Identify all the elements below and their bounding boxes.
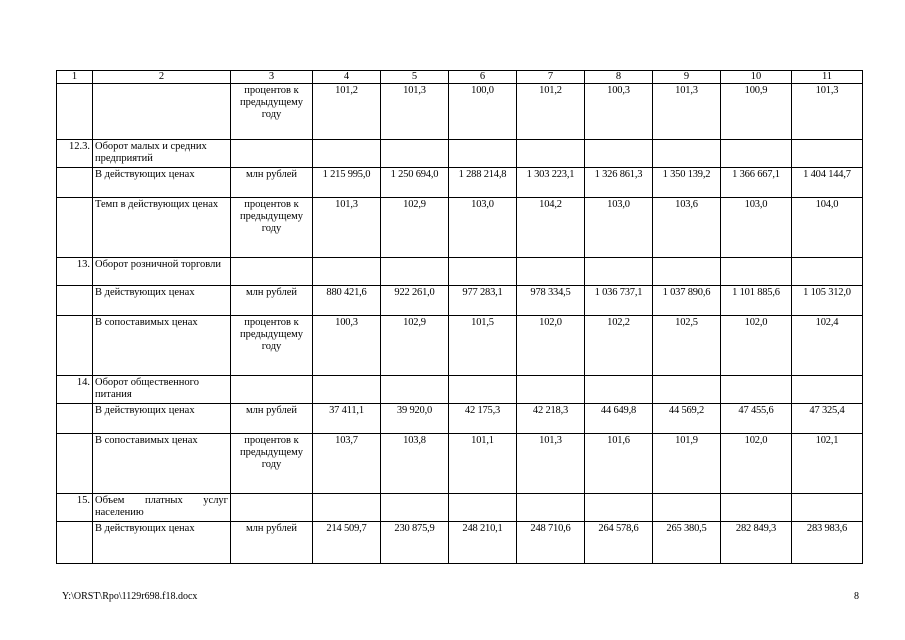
header-cell: 4 xyxy=(313,71,381,84)
value-cell xyxy=(449,258,517,286)
value-cell: 103,0 xyxy=(449,198,517,258)
value-cell xyxy=(449,494,517,522)
value-cell xyxy=(721,376,792,404)
value-cell: 42 175,3 xyxy=(449,404,517,434)
value-cell xyxy=(381,494,449,522)
footer-file-path: Y:\ORST\Rpo\1129r698.f18.docx xyxy=(62,591,198,602)
header-cell: 8 xyxy=(585,71,653,84)
value-cell: 103,0 xyxy=(721,198,792,258)
value-cell: 37 411,1 xyxy=(313,404,381,434)
header-cell: 1 xyxy=(57,71,93,84)
header-cell: 10 xyxy=(721,71,792,84)
value-cell: 101,2 xyxy=(517,84,585,140)
data-table xyxy=(56,70,863,564)
value-cell: 102,9 xyxy=(381,316,449,376)
header-cell: 9 xyxy=(653,71,721,84)
value-cell: 100,3 xyxy=(585,84,653,140)
value-cell: 248 710,6 xyxy=(517,522,585,564)
row-unit-cell: млн рублей xyxy=(231,404,313,434)
value-cell: 103,7 xyxy=(313,434,381,494)
value-cell xyxy=(381,140,449,168)
row-number-cell xyxy=(57,404,93,434)
row-name-cell: Оборот розничной торговли xyxy=(93,258,231,286)
value-cell: 1 215 995,0 xyxy=(313,168,381,198)
row-name-cell: Темп в действующих ценах xyxy=(93,198,231,258)
value-cell xyxy=(585,376,653,404)
value-cell: 282 849,3 xyxy=(721,522,792,564)
footer-page-number: 8 xyxy=(854,591,859,602)
value-cell xyxy=(653,376,721,404)
header-cell: 7 xyxy=(517,71,585,84)
row-unit-cell: млн рублей xyxy=(231,286,313,316)
table-row xyxy=(57,258,863,286)
row-name-cell: В действующих ценах xyxy=(93,404,231,434)
row-name-cell: Оборот малых и средних предприятий xyxy=(93,140,231,168)
value-cell: 1 250 694,0 xyxy=(381,168,449,198)
row-name-cell xyxy=(93,84,231,140)
value-cell: 100,0 xyxy=(449,84,517,140)
value-cell: 101,3 xyxy=(313,198,381,258)
value-cell: 101,3 xyxy=(381,84,449,140)
header-cell: 5 xyxy=(381,71,449,84)
value-cell: 44 569,2 xyxy=(653,404,721,434)
value-cell: 265 380,5 xyxy=(653,522,721,564)
table-row xyxy=(57,286,863,316)
value-cell xyxy=(517,140,585,168)
value-cell: 1 366 667,1 xyxy=(721,168,792,198)
table-row xyxy=(57,404,863,434)
value-cell: 101,3 xyxy=(792,84,863,140)
value-cell: 102,1 xyxy=(792,434,863,494)
row-number-cell xyxy=(57,84,93,140)
value-cell: 1 303 223,1 xyxy=(517,168,585,198)
value-cell: 922 261,0 xyxy=(381,286,449,316)
table-row xyxy=(57,494,863,522)
table-row xyxy=(57,376,863,404)
row-number-cell xyxy=(57,522,93,564)
value-cell: 230 875,9 xyxy=(381,522,449,564)
value-cell: 39 920,0 xyxy=(381,404,449,434)
table-row xyxy=(57,522,863,564)
value-cell: 1 105 312,0 xyxy=(792,286,863,316)
value-cell: 1 350 139,2 xyxy=(653,168,721,198)
value-cell: 101,6 xyxy=(585,434,653,494)
value-cell xyxy=(313,258,381,286)
value-cell: 264 578,6 xyxy=(585,522,653,564)
value-cell: 101,9 xyxy=(653,434,721,494)
value-cell xyxy=(792,376,863,404)
row-number-cell: 14. xyxy=(57,376,93,404)
table-row xyxy=(57,84,863,140)
row-unit-cell: процентов к предыдущему году xyxy=(231,84,313,140)
value-cell: 880 421,6 xyxy=(313,286,381,316)
row-number-cell xyxy=(57,168,93,198)
value-cell: 101,1 xyxy=(449,434,517,494)
value-cell: 104,2 xyxy=(517,198,585,258)
row-name-cell: В действующих ценах xyxy=(93,286,231,316)
value-cell: 101,3 xyxy=(653,84,721,140)
value-cell xyxy=(313,140,381,168)
table-row xyxy=(57,316,863,376)
value-cell: 102,0 xyxy=(721,434,792,494)
value-cell: 1 037 890,6 xyxy=(653,286,721,316)
value-cell: 101,2 xyxy=(313,84,381,140)
row-unit-cell xyxy=(231,494,313,522)
value-cell: 1 288 214,8 xyxy=(449,168,517,198)
value-cell xyxy=(653,494,721,522)
value-cell: 978 334,5 xyxy=(517,286,585,316)
row-unit-cell: млн рублей xyxy=(231,522,313,564)
value-cell: 102,5 xyxy=(653,316,721,376)
value-cell: 1 101 885,6 xyxy=(721,286,792,316)
row-unit-cell: млн рублей xyxy=(231,168,313,198)
value-cell xyxy=(585,258,653,286)
table-row xyxy=(57,140,863,168)
row-unit-cell: процентов к предыдущему году xyxy=(231,198,313,258)
value-cell xyxy=(585,494,653,522)
value-cell xyxy=(792,140,863,168)
value-cell: 44 649,8 xyxy=(585,404,653,434)
value-cell: 1 404 144,7 xyxy=(792,168,863,198)
row-unit-cell xyxy=(231,376,313,404)
value-cell: 47 325,4 xyxy=(792,404,863,434)
value-cell: 103,8 xyxy=(381,434,449,494)
value-cell xyxy=(792,494,863,522)
table-row xyxy=(57,434,863,494)
row-number-cell: 12.3. xyxy=(57,140,93,168)
value-cell xyxy=(792,258,863,286)
table-header-row xyxy=(57,71,863,84)
value-cell: 101,3 xyxy=(517,434,585,494)
row-name-cell: В сопоставимых ценах xyxy=(93,316,231,376)
value-cell: 103,6 xyxy=(653,198,721,258)
value-cell xyxy=(653,140,721,168)
value-cell xyxy=(313,494,381,522)
header-cell: 3 xyxy=(231,71,313,84)
value-cell xyxy=(721,494,792,522)
value-cell xyxy=(721,258,792,286)
row-number-cell: 13. xyxy=(57,258,93,286)
value-cell: 102,2 xyxy=(585,316,653,376)
row-unit-cell xyxy=(231,140,313,168)
row-name-cell: Объем платных услуг населению xyxy=(93,494,231,522)
value-cell xyxy=(449,140,517,168)
row-number-cell: 15. xyxy=(57,494,93,522)
value-cell xyxy=(517,376,585,404)
value-cell xyxy=(517,258,585,286)
value-cell: 102,0 xyxy=(721,316,792,376)
row-unit-cell: процентов к предыдущему году xyxy=(231,434,313,494)
value-cell xyxy=(381,258,449,286)
row-number-cell xyxy=(57,286,93,316)
header-cell: 2 xyxy=(93,71,231,84)
row-name-cell: В действующих ценах xyxy=(93,522,231,564)
value-cell xyxy=(517,494,585,522)
row-name-cell: Оборот общественного питания xyxy=(93,376,231,404)
value-cell: 102,9 xyxy=(381,198,449,258)
value-cell: 1 036 737,1 xyxy=(585,286,653,316)
value-cell: 104,0 xyxy=(792,198,863,258)
value-cell: 102,4 xyxy=(792,316,863,376)
value-cell xyxy=(313,376,381,404)
value-cell xyxy=(721,140,792,168)
row-unit-cell: процентов к предыдущему году xyxy=(231,316,313,376)
row-name-cell: В сопоставимых ценах xyxy=(93,434,231,494)
value-cell: 214 509,7 xyxy=(313,522,381,564)
value-cell: 103,0 xyxy=(585,198,653,258)
value-cell xyxy=(381,376,449,404)
value-cell: 283 983,6 xyxy=(792,522,863,564)
value-cell xyxy=(653,258,721,286)
header-cell: 11 xyxy=(792,71,863,84)
value-cell xyxy=(449,376,517,404)
value-cell: 977 283,1 xyxy=(449,286,517,316)
value-cell: 42 218,3 xyxy=(517,404,585,434)
table-row xyxy=(57,198,863,258)
header-cell: 6 xyxy=(449,71,517,84)
value-cell: 248 210,1 xyxy=(449,522,517,564)
row-number-cell xyxy=(57,434,93,494)
row-number-cell xyxy=(57,198,93,258)
value-cell: 100,3 xyxy=(313,316,381,376)
value-cell: 1 326 861,3 xyxy=(585,168,653,198)
value-cell: 101,5 xyxy=(449,316,517,376)
row-name-cell: В действующих ценах xyxy=(93,168,231,198)
row-unit-cell xyxy=(231,258,313,286)
row-number-cell xyxy=(57,316,93,376)
table-row xyxy=(57,168,863,198)
value-cell: 100,9 xyxy=(721,84,792,140)
value-cell: 102,0 xyxy=(517,316,585,376)
value-cell xyxy=(585,140,653,168)
value-cell: 47 455,6 xyxy=(721,404,792,434)
